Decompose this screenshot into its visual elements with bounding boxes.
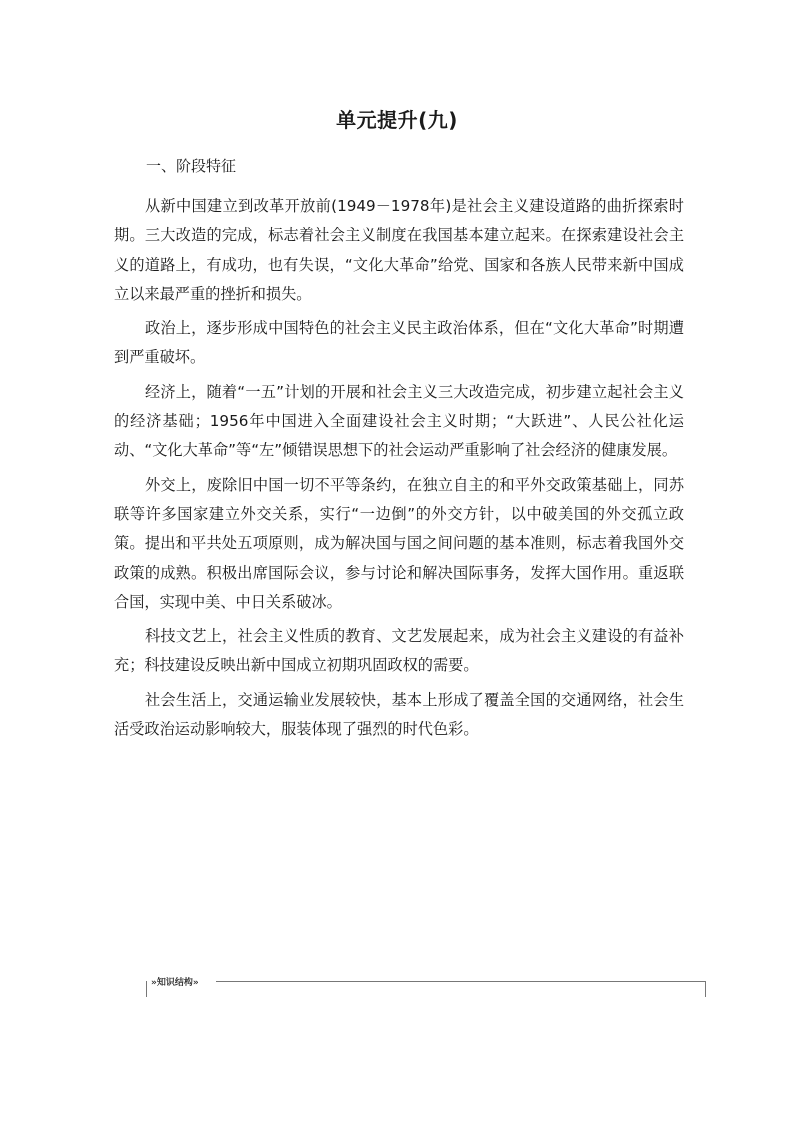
box-top-border bbox=[216, 981, 706, 982]
document-body bbox=[114, 192, 684, 749]
paragraph-diplomacy: 外交上，废除旧中国一切不平等条约，在独立自主的和平外交政策基础上，同苏联等许多国家建立外交关系，实行“一边倒”的外交方针，以中破美国的外交孤立政策。提出和平共处五项原则，成为解决国与国之间问题的基本准则，标志着我国外交政策的成熟。积极出席国际会议，参与讨论和解决国际事务，发挥大国作用。重返联合国，实现中美、中日关系破冰。 bbox=[114, 475, 684, 611]
knowledge-structure-box bbox=[146, 975, 706, 997]
box-left-border bbox=[146, 981, 147, 997]
paragraph-overview: 从新中国建立到改革开放前(1949－1978年)是社会主义建设道路的曲折探索时期。三大改造的完成，标志着社会主义制度在我国基本建立起来。在探索建设社会主义的道路上，有成功，也有失误，“文化大革命”给党、国家和各族人民带来新中国成立以来最严重的挫折和损失。 bbox=[114, 197, 684, 303]
section-heading: 一、阶段特征 bbox=[146, 157, 237, 175]
paragraph-science-culture: 科技文艺上，社会主义性质的教育、文艺发展起来，成为社会主义建设的有益补充；科技建设反映出新中国成立初期巩固政权的需要。 bbox=[114, 627, 684, 675]
page-title: 单元提升(九) bbox=[336, 108, 458, 132]
box-right-border bbox=[705, 981, 706, 997]
paragraph-social-life: 社会生活上，交通运输业发展较快，基本上形成了覆盖全国的交通网络，社会生活受政治运动影响较大，服装体现了强烈的时代色彩。 bbox=[114, 690, 684, 739]
knowledge-structure-label: »知识结构» bbox=[148, 975, 202, 988]
paragraph-politics: 政治上，逐步形成中国特色的社会主义民主政治体系，但在“文化大革命”时期遭到严重破坏。 bbox=[114, 319, 684, 367]
paragraph-economy: 经济上，随着“一五”计划的开展和社会主义三大改造完成，初步建立起社会主义的经济基础；1956年中国进入全面建设社会主义时期；“大跃进”、人民公社化运动、“文化大革命”等“左”倾错误思想下的社会运动严重影响了社会经济的健康发展。 bbox=[114, 382, 684, 460]
